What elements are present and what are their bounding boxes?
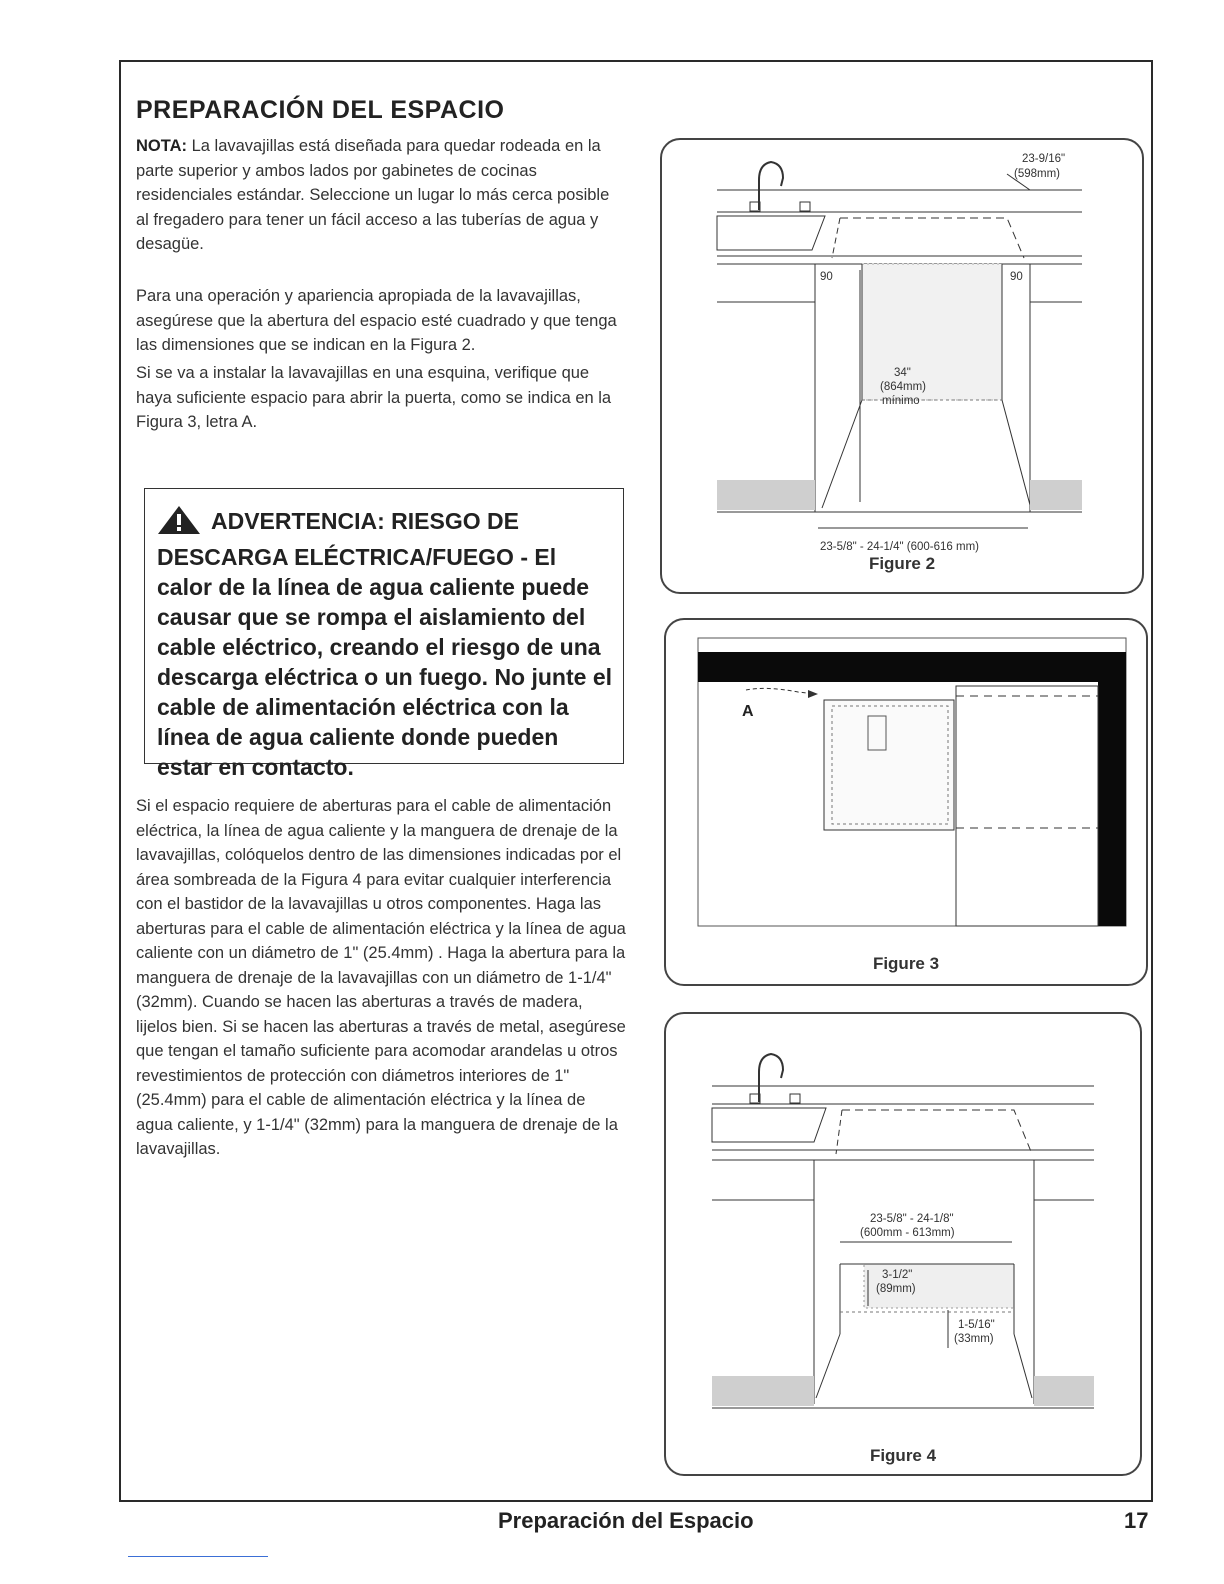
intro-paragraph-3: Si se va a instalar la lavavajillas en una esquina, verifique que haya suficiente espacio para abrir la puerta, como se indica en la Figura 3, letra A. <box>136 364 612 431</box>
openings-paragraph: Si el espacio requiere de aberturas para el cable de alimentación eléctrica, la línea de agua caliente y la manguera de drenaje de la lavavajillas, colóquelos dentro de las dimensiones indicadas por el área sombreada de la Figura 4 para evitar cualquier interferencia con el bastidor de la lavavajillas u otros componentes. Haga las aberturas para el cable de alimentación eléctrica y la línea de agua caliente con un diámetro de 1" (25.4mm) . Haga la abertura para la manguera de drenaje de la lavavajillas con un diámetro de 1-1/4" (32mm). Cuando se hacen las aberturas a través de madera, lijelos bien. Si se hacen las aberturas a través de metal, asegúrese que tengan el tamaño suficiente para acomodar arandelas u otros revestimientos de protección con diámetros interiores de 1" (25.4mm) para el cable de alimentación eléctrica y la línea de agua caliente, y 1-1/4" (32mm) para la manguera de drenaje de la lavavajillas. <box>136 797 626 1158</box>
figure-3 <box>664 618 1148 986</box>
warning-box <box>144 488 624 780</box>
fig4-h1-label-1: 3-1/2" <box>882 1269 913 1281</box>
fig2-height-label-1: 34" <box>894 367 911 379</box>
fig2-height-label-3: mínimo <box>882 395 920 407</box>
note-label: NOTA: <box>136 137 188 155</box>
figure-2-caption: Figure 2 <box>868 554 936 573</box>
figure-3-drawing <box>666 620 1150 988</box>
fig3-letter-a: A <box>742 703 754 720</box>
link-underline <box>128 1556 268 1557</box>
fig2-depth-label-1: 23-9/16" <box>1022 153 1066 165</box>
fig2-angle-right: 90 <box>1010 271 1023 283</box>
footer-title: Preparación del Espacio <box>498 1508 754 1533</box>
warning-paragraph <box>157 505 617 782</box>
fig2-width-label: 23-5/8" - 24-1/4" (600-616 mm) <box>820 541 980 553</box>
fig2-height-label-2: (864mm) <box>880 381 927 393</box>
figure-2 <box>660 138 1144 594</box>
fig4-h1-label-2: (89mm) <box>876 1283 916 1295</box>
figure-4-drawing <box>666 1014 1144 1478</box>
fig4-h2-label-2: (33mm) <box>954 1333 994 1345</box>
fig4-width-label-1: 23-5/8" - 24-1/8" <box>870 1213 954 1225</box>
intro-note <box>136 134 626 257</box>
page-number: 17 <box>1124 1508 1149 1533</box>
note-text: La lavavajillas está diseñada para quedar rodeada en la parte superior y ambos lados por gabinetes de cocinas residenciales estándar. Seleccione un lugar lo más cerca posible al fregadero para tener un fácil acceso a las tuberías de agua y desagüe. <box>136 137 610 253</box>
section-title: PREPARACIÓN DEL ESPACIO <box>136 96 505 124</box>
warning-triangle-icon <box>157 505 201 542</box>
fig2-angle-left: 90 <box>820 271 833 283</box>
figure-3-caption: Figure 3 <box>872 954 940 973</box>
fig4-width-label-2: (600mm - 613mm) <box>860 1227 955 1239</box>
intro-paragraph-2: Para una operación y apariencia apropiada de la lavavajillas, asegúrese que la abertura del espacio esté cuadrado y que tenga las dimensiones que se indican en la Figura 2. <box>136 287 617 354</box>
figure-4 <box>664 1012 1142 1476</box>
figure-2-drawing <box>662 140 1146 596</box>
warning-text: ADVERTENCIA: RIESGO DE DESCARGA ELÉCTRICA/FUEGO - El calor de la línea de agua caliente puede causar que se rompa el aislamiento del cable eléctrico, creando el riesgo de una descarga eléctrica o un fuego. No junte el cable de alimentación eléctrica con la línea de agua caliente donde pueden estar en contacto. <box>157 508 613 780</box>
fig4-h2-label-1: 1-5/16" <box>958 1319 995 1331</box>
fig2-depth-label-2: (598mm) <box>1014 168 1061 180</box>
figure-4-caption: Figure 4 <box>869 1446 937 1465</box>
